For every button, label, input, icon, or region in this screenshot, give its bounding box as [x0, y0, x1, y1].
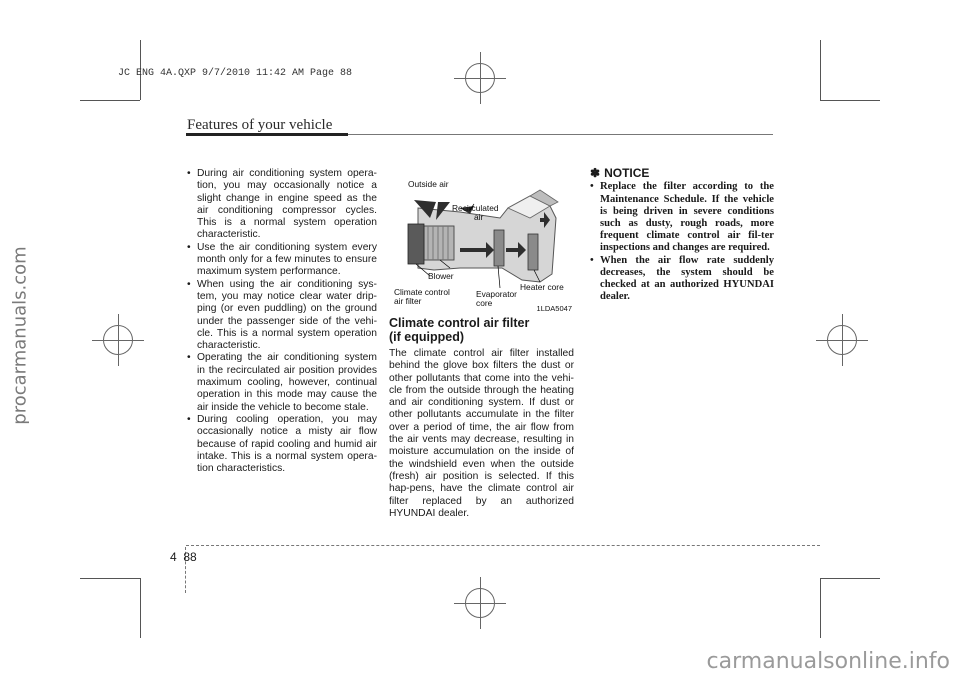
print-slug: JC ENG 4A.QXP 9/7/2010 11:42 AM Page 88 [118, 68, 353, 79]
list-item: • Operating the air conditioning system in the recirculated air position provides maximum cooling, however, continual operation in this mode may cause the air inside the vehicle to become stale. [187, 352, 377, 413]
label-evaporator-core: core [476, 298, 493, 308]
label-heater-core: Heater core [520, 282, 564, 292]
figure-code: 1LDA5047 [536, 304, 572, 313]
list-item: • When using the air conditioning sys-tem, you may notice clear water drip-ping (or even puddling) on the ground under the passenger side of the vehi-cle. This is a normal system operation characteristic. [187, 279, 377, 353]
watermark-bottom: carmanualsonline.info [706, 649, 950, 674]
filter-heading [389, 316, 574, 344]
label-recirculated-air: air [474, 212, 484, 222]
filter-body: The climate control air filter installed behind the glove box filters the dust or other pollutants that come into the vehi-cle from the outside through the heating and air conditioning system. If dust or other pollutants accumulate in the filter over a period of time, the air flow from the air vents may decrease, resulting in moisture accumulation on the inside of the windshield even when the outside (fresh) air position is selected. If this hap-pens, have the climate control air filter replaced by an authorized HYUNDAI dealer. [389, 348, 574, 519]
crop-mark [820, 100, 880, 101]
section-header: Features of your vehicle [187, 117, 333, 133]
notice-label: NOTICE [604, 166, 650, 180]
label-evaporator: Evaporator [476, 289, 517, 299]
header-bar [186, 133, 348, 136]
filter-heading-subtitle: (if equipped) [389, 330, 464, 344]
label-filter: Climate control [394, 287, 450, 297]
crop-mark [820, 578, 880, 579]
crop-mark [820, 578, 821, 638]
label-filter-line2: air filter [394, 296, 422, 306]
header-rule [348, 134, 773, 135]
footer-rule [186, 545, 820, 546]
notice-asterisk-icon: ✽ [590, 166, 601, 180]
list-item: • During cooling operation, you may occasionally notice a misty air flow because of rapid cooling and humid air intake. This is a normal system opera-tion characteristics. [187, 414, 377, 475]
column-1 [187, 168, 377, 475]
registration-mark-top [465, 63, 495, 93]
crop-mark [80, 100, 140, 101]
chapter-number: 4 [170, 550, 177, 564]
filter-heading-title: Climate control air filter [389, 316, 530, 330]
ac-notes-list [187, 168, 377, 475]
crop-mark [80, 578, 140, 579]
registration-mark-left [103, 325, 133, 355]
page-number [170, 550, 197, 564]
list-item: • Replace the filter according to the Maintenance Schedule. If the vehicle is being driven in severe conditions such as dusty, rough roads, more frequent climate control air fil-ter inspections and changes are required. [590, 181, 774, 254]
list-item: • Use the air conditioning system every month only for a few minutes to ensure maximum system performance. [187, 242, 377, 279]
crop-mark [820, 40, 821, 100]
notice-list [590, 181, 774, 303]
filter-diagram [390, 168, 576, 316]
watermark-left: procarmanuals.com [9, 246, 31, 425]
notice-box [590, 167, 774, 303]
registration-mark-bottom [465, 588, 495, 618]
crop-mark [140, 578, 141, 638]
list-item: • During air conditioning system opera-tion, you may occasionally notice a slight change in engine speed as the air conditioning compressor cycles. This is a normal system operation characteristic. [187, 168, 377, 242]
list-item: • When the air flow rate suddenly decreases, the system should be checked at an authorized HYUNDAI dealer. [590, 255, 774, 304]
registration-mark-right [827, 325, 857, 355]
label-blower: Blower [428, 271, 454, 281]
page-number-value: 88 [183, 550, 197, 564]
label-recirculated: Recirculated [452, 203, 499, 213]
label-outside-air: Outside air [408, 179, 449, 189]
notice-title [590, 167, 774, 179]
column-2 [389, 316, 574, 520]
